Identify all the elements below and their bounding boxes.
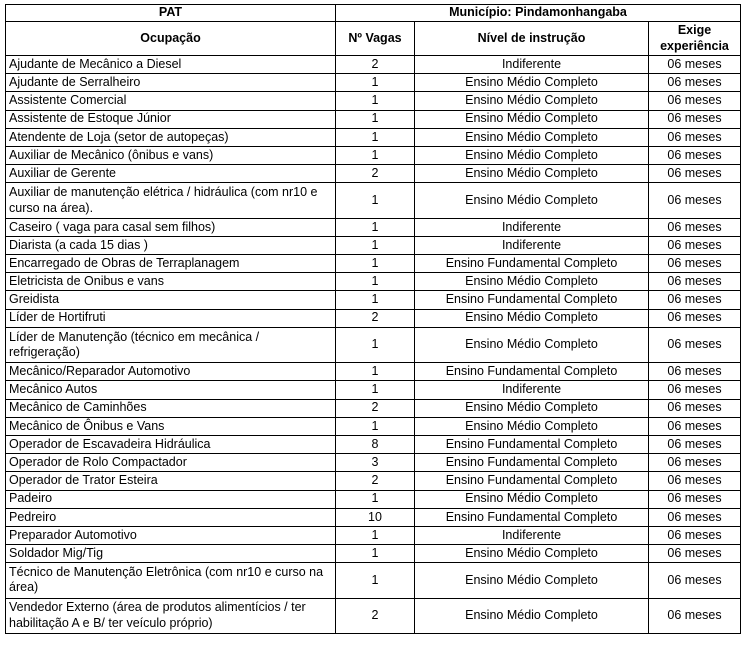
cell-ocupacao: Greidista [6,291,336,309]
cell-ocupacao: Auxiliar de Gerente [6,165,336,183]
cell-nivel: Indiferente [415,218,649,236]
cell-experiencia: 06 meses [649,218,741,236]
cell-nivel: Ensino Médio Completo [415,399,649,417]
cell-nivel: Ensino Fundamental Completo [415,291,649,309]
cell-ocupacao: Mecânico Autos [6,381,336,399]
cell-ocupacao: Padeiro [6,490,336,508]
cell-experiencia: 06 meses [649,508,741,526]
table-row [6,110,741,128]
cell-ocupacao: Preparador Automotivo [6,526,336,544]
cell-experiencia: 06 meses [649,490,741,508]
cell-vagas: 1 [336,110,415,128]
cell-experiencia: 06 meses [649,454,741,472]
table-row [6,236,741,254]
table-row [6,183,741,218]
column-header-nivel: Nível de instrução [415,22,649,56]
job-table-container [5,4,741,634]
column-header-ocupacao: Ocupação [6,22,336,56]
cell-vagas: 1 [336,183,415,218]
cell-experiencia: 06 meses [649,273,741,291]
cell-nivel: Ensino Médio Completo [415,309,649,327]
cell-ocupacao: Líder de Manutenção (técnico em mecânica / refrigeração) [6,327,336,362]
table-row [6,598,741,633]
cell-vagas: 1 [336,74,415,92]
cell-ocupacao: Diarista (a cada 15 dias ) [6,236,336,254]
cell-nivel: Ensino Médio Completo [415,165,649,183]
job-table [5,4,741,634]
cell-ocupacao: Caseiro ( vaga para casal sem filhos) [6,218,336,236]
table-row [6,526,741,544]
table-row [6,435,741,453]
table-row [6,146,741,164]
table-row [6,74,741,92]
cell-nivel: Ensino Médio Completo [415,327,649,362]
cell-vagas: 1 [336,291,415,309]
cell-experiencia: 06 meses [649,545,741,563]
table-row [6,309,741,327]
municipio-header: Município: Pindamonhangaba [336,5,741,22]
table-row [6,56,741,74]
cell-ocupacao: Assistente Comercial [6,92,336,110]
cell-vagas: 1 [336,218,415,236]
cell-experiencia: 06 meses [649,309,741,327]
cell-ocupacao: Soldador Mig/Tig [6,545,336,563]
cell-nivel: Ensino Médio Completo [415,74,649,92]
cell-ocupacao: Assistente de Estoque Júnior [6,110,336,128]
cell-vagas: 2 [336,399,415,417]
cell-nivel: Ensino Médio Completo [415,598,649,633]
cell-experiencia: 06 meses [649,255,741,273]
cell-ocupacao: Operador de Rolo Compactador [6,454,336,472]
cell-vagas: 2 [336,309,415,327]
table-row [6,218,741,236]
table-row [6,508,741,526]
cell-experiencia: 06 meses [649,92,741,110]
cell-experiencia: 06 meses [649,526,741,544]
cell-ocupacao: Operador de Escavadeira Hidráulica [6,435,336,453]
cell-ocupacao: Ajudante de Serralheiro [6,74,336,92]
cell-nivel: Ensino Médio Completo [415,92,649,110]
table-row [6,563,741,598]
cell-nivel: Ensino Fundamental Completo [415,363,649,381]
cell-experiencia: 06 meses [649,472,741,490]
cell-vagas: 1 [336,273,415,291]
cell-ocupacao: Auxiliar de manutenção elétrica / hidráulica (com nr10 e curso na área). [6,183,336,218]
table-row [6,454,741,472]
cell-experiencia: 06 meses [649,363,741,381]
table-row [6,399,741,417]
cell-ocupacao: Líder de Hortifruti [6,309,336,327]
cell-nivel: Ensino Médio Completo [415,183,649,218]
cell-nivel: Ensino Fundamental Completo [415,454,649,472]
table-row [6,472,741,490]
cell-nivel: Ensino Médio Completo [415,146,649,164]
cell-nivel: Indiferente [415,526,649,544]
cell-ocupacao: Vendedor Externo (área de produtos alimentícios / ter habilitação A e B/ ter veículo próprio) [6,598,336,633]
cell-nivel: Indiferente [415,381,649,399]
cell-experiencia: 06 meses [649,291,741,309]
cell-experiencia: 06 meses [649,146,741,164]
cell-experiencia: 06 meses [649,598,741,633]
cell-experiencia: 06 meses [649,165,741,183]
pat-header: PAT [6,5,336,22]
cell-nivel: Ensino Fundamental Completo [415,472,649,490]
cell-ocupacao: Eletricista de Onibus e vans [6,273,336,291]
table-row [6,490,741,508]
cell-vagas: 2 [336,56,415,74]
column-header-vagas: Nº Vagas [336,22,415,56]
cell-vagas: 8 [336,435,415,453]
cell-experiencia: 06 meses [649,417,741,435]
cell-vagas: 1 [336,327,415,362]
cell-nivel: Ensino Médio Completo [415,490,649,508]
cell-ocupacao: Auxiliar de Mecânico (ônibus e vans) [6,146,336,164]
cell-experiencia: 06 meses [649,128,741,146]
cell-ocupacao: Operador de Trator Esteira [6,472,336,490]
cell-vagas: 1 [336,146,415,164]
cell-ocupacao: Atendente de Loja (setor de autopeças) [6,128,336,146]
cell-vagas: 2 [336,165,415,183]
cell-vagas: 3 [336,454,415,472]
cell-nivel: Indiferente [415,56,649,74]
table-row [6,381,741,399]
cell-nivel: Ensino Médio Completo [415,545,649,563]
table-row [6,165,741,183]
table-row [6,327,741,362]
table-row [6,128,741,146]
table-row [6,291,741,309]
cell-vagas: 1 [336,381,415,399]
cell-nivel: Ensino Médio Completo [415,110,649,128]
cell-experiencia: 06 meses [649,327,741,362]
table-row [6,92,741,110]
cell-experiencia: 06 meses [649,399,741,417]
cell-experiencia: 06 meses [649,56,741,74]
job-table-body [6,56,741,634]
cell-experiencia: 06 meses [649,435,741,453]
header-row-columns [6,22,741,56]
cell-ocupacao: Encarregado de Obras de Terraplanagem [6,255,336,273]
cell-experiencia: 06 meses [649,236,741,254]
cell-vagas: 2 [336,598,415,633]
cell-nivel: Ensino Médio Completo [415,128,649,146]
cell-vagas: 1 [336,563,415,598]
cell-ocupacao: Mecânico de Caminhões [6,399,336,417]
cell-vagas: 1 [336,417,415,435]
cell-nivel: Ensino Fundamental Completo [415,255,649,273]
cell-ocupacao: Pedreiro [6,508,336,526]
cell-nivel: Ensino Médio Completo [415,273,649,291]
table-row [6,273,741,291]
cell-vagas: 1 [336,92,415,110]
cell-vagas: 1 [336,255,415,273]
table-row [6,363,741,381]
cell-experiencia: 06 meses [649,110,741,128]
cell-vagas: 1 [336,236,415,254]
cell-vagas: 1 [336,363,415,381]
cell-nivel: Ensino Fundamental Completo [415,508,649,526]
cell-experiencia: 06 meses [649,74,741,92]
cell-nivel: Ensino Fundamental Completo [415,435,649,453]
table-row [6,545,741,563]
cell-nivel: Ensino Médio Completo [415,417,649,435]
cell-experiencia: 06 meses [649,183,741,218]
cell-experiencia: 06 meses [649,381,741,399]
cell-experiencia: 06 meses [649,563,741,598]
cell-nivel: Ensino Médio Completo [415,563,649,598]
header-row-top [6,5,741,22]
cell-vagas: 1 [336,545,415,563]
cell-nivel: Indiferente [415,236,649,254]
cell-ocupacao: Ajudante de Mecânico a Diesel [6,56,336,74]
cell-ocupacao: Mecânico de Ônibus e Vans [6,417,336,435]
table-row [6,417,741,435]
cell-vagas: 1 [336,526,415,544]
cell-vagas: 1 [336,128,415,146]
table-row [6,255,741,273]
cell-ocupacao: Mecânico/Reparador Automotivo [6,363,336,381]
cell-vagas: 2 [336,472,415,490]
cell-ocupacao: Técnico de Manutenção Eletrônica (com nr10 e curso na área) [6,563,336,598]
cell-vagas: 10 [336,508,415,526]
column-header-experiencia: Exige experiência [649,22,741,56]
cell-vagas: 1 [336,490,415,508]
